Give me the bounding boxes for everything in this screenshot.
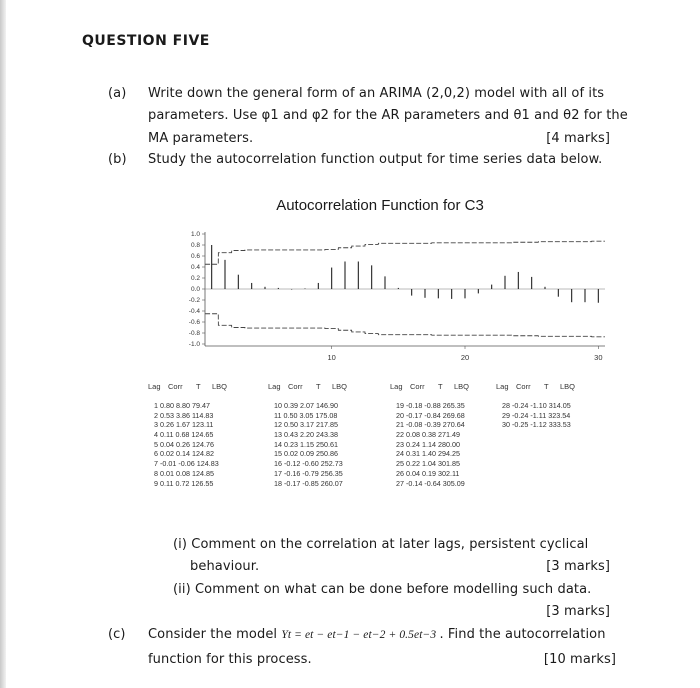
acf-table-row: 19 -0.18 -0.88 265.35	[396, 401, 465, 410]
y-tick-label: -0.2	[188, 297, 200, 304]
acf-table-row: 15 0.02 0.09 250.86	[274, 449, 338, 459]
acf-table-header-cell: LBQ	[454, 382, 470, 391]
acf-table-row: 8 0.01 0.08 124.85	[154, 468, 214, 478]
acf-table-row: 26 0.04 0.19 302.11	[396, 468, 460, 478]
acf-table-row: 20 -0.17 -0.84 269.68	[396, 410, 465, 420]
acf-table-header-cell: Corr	[410, 382, 425, 391]
acf-table-row: 10 0.39 2.07 146.90	[274, 401, 338, 410]
part-c-marks: [10 marks]	[543, 652, 616, 667]
acf-table-row: 21 -0.08 -0.39 270.64	[396, 420, 465, 430]
acf-table-row: 22 0.08 0.38 271.49	[396, 430, 460, 440]
part-c-model-equation	[281, 627, 439, 641]
part-a-marks: [4 marks]	[546, 131, 610, 146]
acf-table-header-cell: Lag	[496, 382, 509, 391]
acf-table-row: 3 0.26 1.67 123.11	[154, 420, 214, 430]
acf-table-header-cell: Corr	[516, 382, 531, 391]
part-b-text: Study the autocorrelation function output for time series data below.	[148, 152, 603, 167]
acf-table-row: 28 -0.24 -1.10 314.05	[502, 401, 571, 410]
acf-table-row: 29 -0.24 -1.11 323.54	[502, 410, 571, 420]
part-c-prefix: Consider the model	[148, 627, 278, 642]
part-b-i-marks: [3 marks]	[546, 559, 610, 574]
acf-table-row: 30 -0.25 -1.12 333.53	[502, 420, 571, 430]
y-tick-label: -0.4	[188, 308, 200, 315]
chart-title: Autocorrelation Function for C3	[276, 197, 484, 214]
acf-table-header-cell: T	[316, 382, 321, 391]
acf-table-row: 13 0.43 2.20 243.38	[274, 430, 338, 440]
acf-table-row: 24 0.31 1.40 294.25	[396, 449, 460, 459]
y-tick-label: 0.2	[190, 275, 200, 282]
part-a-line1: Write down the general form of an ARIMA (2,0,2) model with all of its	[148, 86, 605, 101]
acf-table-header-cell: T	[544, 382, 549, 391]
acf-table-column	[274, 401, 343, 488]
acf-table-header-cell: Lag	[390, 382, 403, 391]
part-c-model-text: Yt = et − et−1 − et−2 + 0.5et−3	[281, 629, 437, 641]
acf-table-row: 16 -0.12 -0.60 252.73	[274, 459, 343, 469]
y-tick-label: 0.0	[190, 286, 200, 293]
acf-table-column	[396, 401, 465, 488]
acf-table-header-cell: LBQ	[332, 382, 348, 391]
acf-table-header-cell: Corr	[288, 382, 303, 391]
y-tick-label: -1.0	[188, 341, 200, 348]
part-b-ii-line1: (ii) Comment on what can be done before modelling such data.	[173, 582, 592, 597]
part-b-label: (b)	[108, 152, 127, 167]
acf-axes	[189, 231, 605, 362]
y-tick-label: 0.6	[190, 253, 200, 260]
x-tick-label: 30	[594, 353, 603, 362]
acf-table-row: 5 0.04 0.26 124.76	[154, 439, 214, 449]
y-tick-label: -0.8	[188, 330, 200, 337]
acf-table-header-cell: T	[438, 382, 443, 391]
part-b-i-line2: behaviour.	[190, 559, 260, 574]
acf-table-header-cell: Lag	[148, 382, 161, 391]
acf-table-header	[148, 382, 618, 394]
acf-table-header-cell: T	[196, 382, 201, 391]
acf-table-row: 23 0.24 1.14 280.00	[396, 439, 460, 449]
acf-table-header-cell: LBQ	[212, 382, 228, 391]
acf-table-row: 1 0.80 8.80 79.47	[154, 401, 210, 410]
part-c-line2: function for this process.	[148, 652, 312, 667]
upper-limit-line	[205, 241, 605, 264]
acf-bars	[212, 245, 599, 303]
acf-table-row: 11 0.50 3.05 175.08	[274, 410, 338, 420]
y-tick-label: -0.6	[188, 319, 200, 326]
question-title: QUESTION FIVE	[82, 33, 210, 49]
acf-table-row: 4 0.11 0.68 124.65	[154, 430, 214, 440]
y-tick-label: 0.4	[190, 264, 200, 271]
x-tick-label: 20	[460, 353, 470, 362]
acf-table-row: 2 0.53 3.86 114.83	[154, 410, 214, 420]
acf-table-row: 18 -0.17 -0.85 260.07	[274, 478, 343, 488]
part-c-line1	[148, 627, 606, 642]
acf-table-row: 25 0.22 1.04 301.85	[396, 459, 460, 469]
lower-limit-line	[205, 314, 605, 337]
acf-table	[148, 382, 618, 512]
acf-table-row: 27 -0.14 -0.64 305.09	[396, 478, 465, 488]
part-c-suffix: . Find the autocorrelation	[439, 627, 606, 642]
acf-table-row: 14 0.23 1.15 250.61	[274, 439, 338, 449]
x-tick-label: 10	[327, 353, 336, 362]
part-a-line2: parameters. Use φ1 and φ2 for the AR parameters and θ1 and θ2 for the	[148, 108, 628, 123]
acf-table-row: 17 -0.16 -0.79 256.35	[274, 468, 343, 478]
part-b-ii-marks: [3 marks]	[546, 604, 610, 619]
part-a-line3: MA parameters.	[148, 131, 254, 146]
y-tick-label: 0.8	[190, 242, 200, 249]
acf-table-row: 12 0.50 3.17 217.85	[274, 420, 338, 430]
part-c-label: (c)	[108, 627, 126, 642]
acf-table-row: 6 0.02 0.14 124.82	[154, 449, 214, 459]
acf-table-column	[502, 401, 571, 430]
acf-table-header-cell: Lag	[268, 382, 281, 391]
acf-chart	[160, 220, 620, 375]
part-a-label: (a)	[108, 86, 127, 101]
acf-table-header-cell: Corr	[168, 382, 183, 391]
acf-table-row: 7 -0.01 -0.06 124.83	[154, 459, 219, 469]
acf-table-column	[154, 401, 219, 488]
acf-table-row: 9 0.11 0.72 126.55	[154, 478, 214, 488]
acf-table-header-cell: LBQ	[560, 382, 576, 391]
part-b-i-line1: (i) Comment on the correlation at later lags, persistent cyclical	[173, 537, 589, 552]
y-tick-label: 1.0	[190, 231, 200, 238]
